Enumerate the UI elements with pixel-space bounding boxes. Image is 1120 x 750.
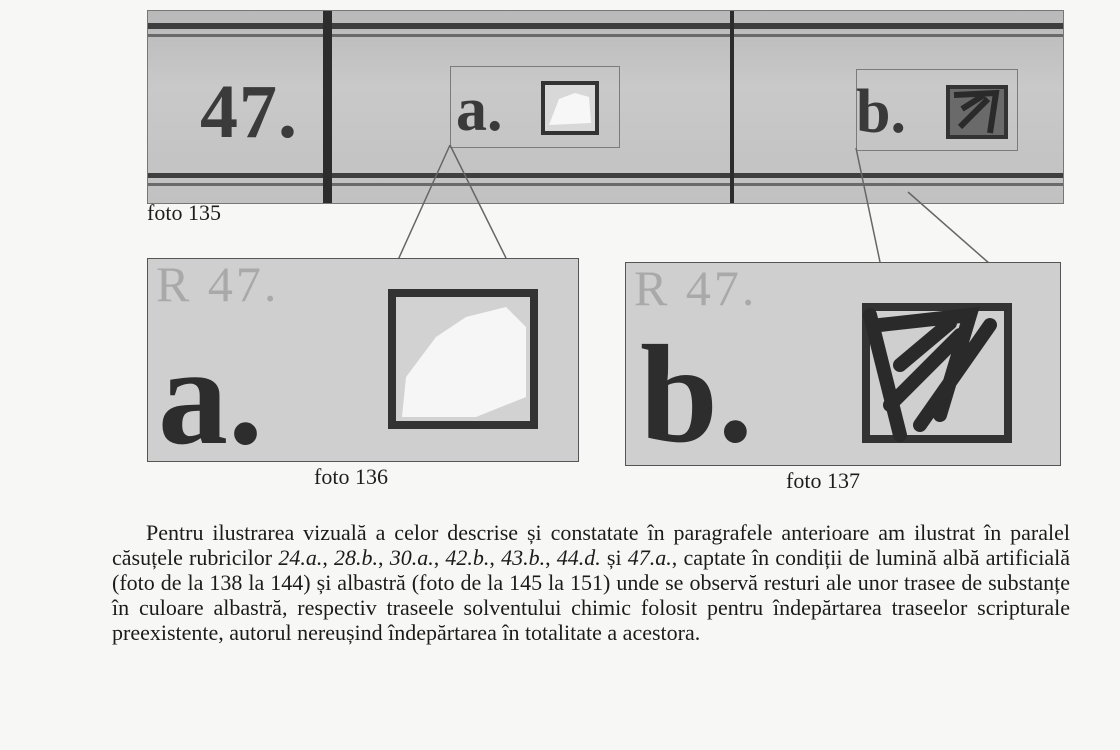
ref-item: 42.b.: [445, 545, 490, 570]
option-b-label: b.: [856, 78, 906, 146]
row-number: 47.: [200, 70, 298, 154]
caption-foto-136: foto 136: [314, 464, 388, 489]
paragraph-rest: , captate în condiții de lumină albă artificială (foto de la 138 la 144) și albastră (foto de la 145 la 151) unde se observă resturi ale unor trasee de substanțe în culoare albastră, respectiv traseele solventului chimic folosit pentru îndepărtarea traseelor scripturale preexistente, autorul nereușind îndepărtarea în totalitate a acestora.: [112, 545, 1070, 645]
separator: ,: [545, 545, 557, 570]
stamp-text: R 47.: [156, 258, 280, 312]
photo-137: [625, 262, 1061, 466]
separator: ,: [378, 545, 390, 570]
photo-136: [147, 258, 579, 462]
zoom-checkbox-a: [388, 289, 538, 429]
caption-foto-135: foto 135: [147, 200, 221, 225]
ref-item: 43.b.: [501, 545, 546, 570]
zoom-letter-a: a.: [158, 319, 263, 462]
ref-item: 44.d.: [556, 545, 601, 570]
option-a-label: a.: [456, 76, 503, 144]
separator: ,: [322, 545, 334, 570]
paragraph-intro: Pentru ilustrarea vizuală a celor descrise și constatate în paragrafele anterioare am ilustrat în paralel căsuțele rubricilor: [112, 520, 1070, 570]
ref-item: 47.a.: [627, 545, 672, 570]
body-paragraph: [112, 520, 1070, 645]
separator: ,: [433, 545, 446, 570]
conjunction: și: [600, 545, 628, 570]
callout-lines: [0, 0, 1120, 300]
stamp-text: R 47.: [634, 262, 758, 316]
zoom-letter-b: b.: [640, 317, 753, 466]
ref-item: 24.a.: [278, 545, 323, 570]
caption-foto-137: foto 137: [786, 468, 860, 493]
ref-item: 30.a.: [389, 545, 434, 570]
zoom-checkbox-b-marked: [862, 303, 1012, 443]
separator: ,: [489, 545, 502, 570]
ref-item: 28.b.: [334, 545, 378, 570]
